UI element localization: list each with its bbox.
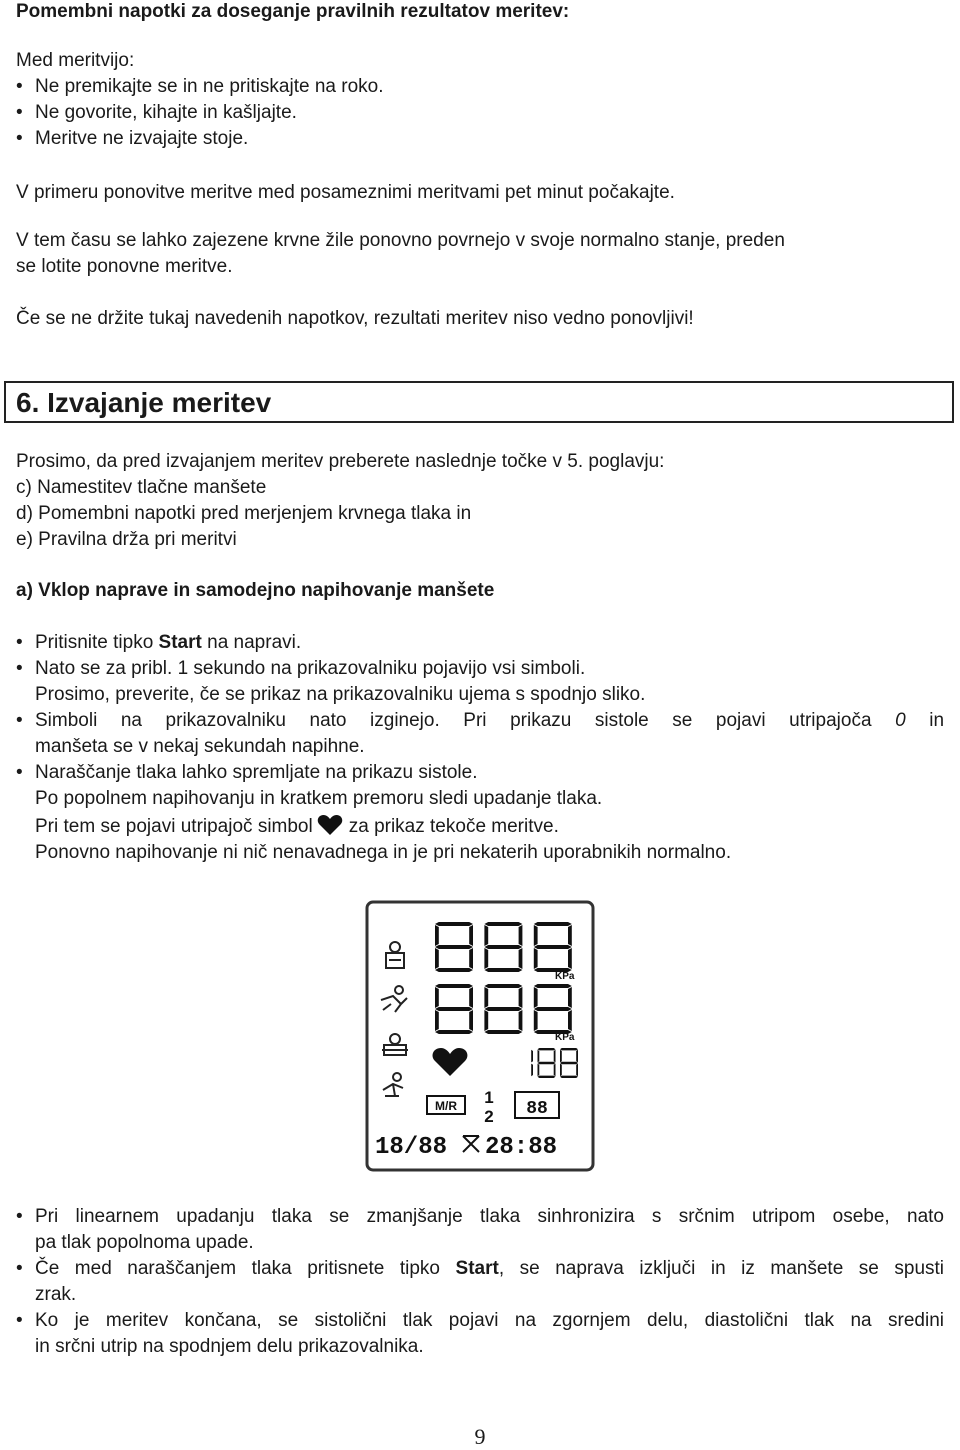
after-2-text-end: , se naprava izklјuči in iz manšete se spusti (498, 1258, 945, 1279)
intro-line: Prosimo, da pred izvajanjem meritev preberete naslednje točke v 5. poglavju: (16, 451, 665, 472)
step-2-line-1: Nato se za pribl. 1 sekundo na prikazovalniku pojavijo vsi simboli. (35, 658, 586, 679)
blinking-zero: 0 (895, 710, 906, 731)
after-2-line-1 (35, 1256, 944, 1282)
after-2-line-2: zrak. (35, 1284, 77, 1305)
time-readout: 28:88 (485, 1134, 558, 1161)
intro-line: e) Pravilna drža pri meritvi (16, 529, 237, 550)
after-1-line-2: pa tlak popolnoma upade. (35, 1232, 254, 1253)
user-2-indicator: 2 (484, 1107, 494, 1126)
start-key-label: Start (455, 1258, 499, 1279)
veins-note-line-1: V tem času se lahko zajezene krvne žile ponovno povrnejo v svoje normalno stanje, preden (16, 230, 785, 251)
after-1-line-1: Pri linearnem upadanju tlaka se zmanjšanje tlaka sinhronizira s srčnim utripom osebe, nato (35, 1206, 944, 1227)
veins-note-line-2: se lotite ponovne meritve. (16, 256, 233, 277)
after-2-text: Če med naraščanjem tlaka pritisnete tipko (35, 1258, 456, 1279)
during-item: Ne premikajte se in ne pritiskajte na roko. (35, 76, 384, 97)
bullet-dot: • (16, 710, 23, 731)
section-heading-box (4, 381, 954, 423)
step-1-text-end: na napravi. (201, 632, 302, 653)
after-3-line-2: in srčni utrip na spodnjem delu prikazovalnika. (35, 1336, 424, 1357)
repeat-note: V primeru ponovitve meritve med posameznimi meritvami pet minut počakajte. (16, 182, 675, 203)
bullet-dot: • (16, 762, 23, 783)
warning-note: Če se ne držite tukaj navedenih napotkov, rezultati meritev niso vedno ponovljivi! (16, 308, 694, 329)
intro-line: d) Pomembni napotki pred merjenjem krvnega tlaka in (16, 503, 472, 524)
notes-heading: Pomembni napotki za doseganje pravilnih rezultatov meritev: (16, 1, 570, 22)
mem-recall-label: M/R (435, 1099, 457, 1113)
user-1-indicator: 1 (484, 1088, 494, 1107)
subsection-title: a) Vklop naprave in samodejno napihovanje manšete (16, 580, 495, 601)
during-label: Med meritvijo: (16, 50, 135, 71)
during-item: Meritve ne izvajajte stoje. (35, 128, 249, 149)
intro-line: c) Namestitev tlačne manšete (16, 477, 267, 498)
bullet-dot: • (16, 632, 23, 653)
sys-unit: KPa (555, 971, 575, 982)
step-1 (35, 630, 301, 656)
step-4-text: Pri tem se pojavi utripajoč simbol (35, 816, 313, 837)
step-4-line-1: Naraščanje tlaka lahko spremljate na prikazu sistole. (35, 762, 478, 783)
step-4-line-3 (35, 814, 559, 840)
step-3-line-2: manšeta se v nekaj sekundah napihne. (35, 736, 365, 757)
dia-unit: KPa (555, 1032, 575, 1043)
start-key-label: Start (158, 632, 202, 653)
bullet-dot: • (16, 76, 23, 97)
date-readout: 18/88 (375, 1134, 448, 1161)
step-3-text-end: in (929, 710, 945, 731)
bullet-dot: • (16, 128, 23, 149)
step-4-text-end: za prikaz tekoče meritve. (348, 816, 559, 837)
step-4-line-2: Po popolnem napihovanju in kratkem premoru sledi upadanje tlaka. (35, 788, 603, 809)
during-item: Ne govorite, kihajte in kašljajte. (35, 102, 297, 123)
bullet-dot: • (16, 1258, 23, 1279)
step-4-line-4: Ponovno napihovanje ni nič nenavadnega in je pri nekaterih uporabnikih normalno. (35, 842, 732, 863)
section-title: 6. Izvajanje meritev (16, 387, 272, 418)
bullet-dot: • (16, 102, 23, 123)
step-2-line-2: Prosimo, preverite, če se prikaz na prikazovalniku ujema s spodnjo sliko. (35, 684, 646, 705)
bullet-dot: • (16, 1206, 23, 1227)
step-3-text: Simboli na prikazovalniku nato izginejo. Pri prikazu sistole se pojavi utripajoča (35, 710, 872, 731)
lcd-display-illustration (365, 900, 595, 1172)
memory-digits: 88 (526, 1099, 548, 1119)
step-1-text: Pritisnite tipko (35, 632, 159, 653)
bullet-dot: • (16, 1310, 23, 1331)
step-3-line-1 (35, 708, 944, 734)
after-3-line-1: Ko je meritev končana, se sistolični tlak pojavi na zgornjem delu, diastolični tlak na sredini (35, 1310, 944, 1331)
bullet-dot: • (16, 658, 23, 679)
page-number: 9 (474, 1424, 486, 1449)
heart-icon (317, 814, 343, 836)
